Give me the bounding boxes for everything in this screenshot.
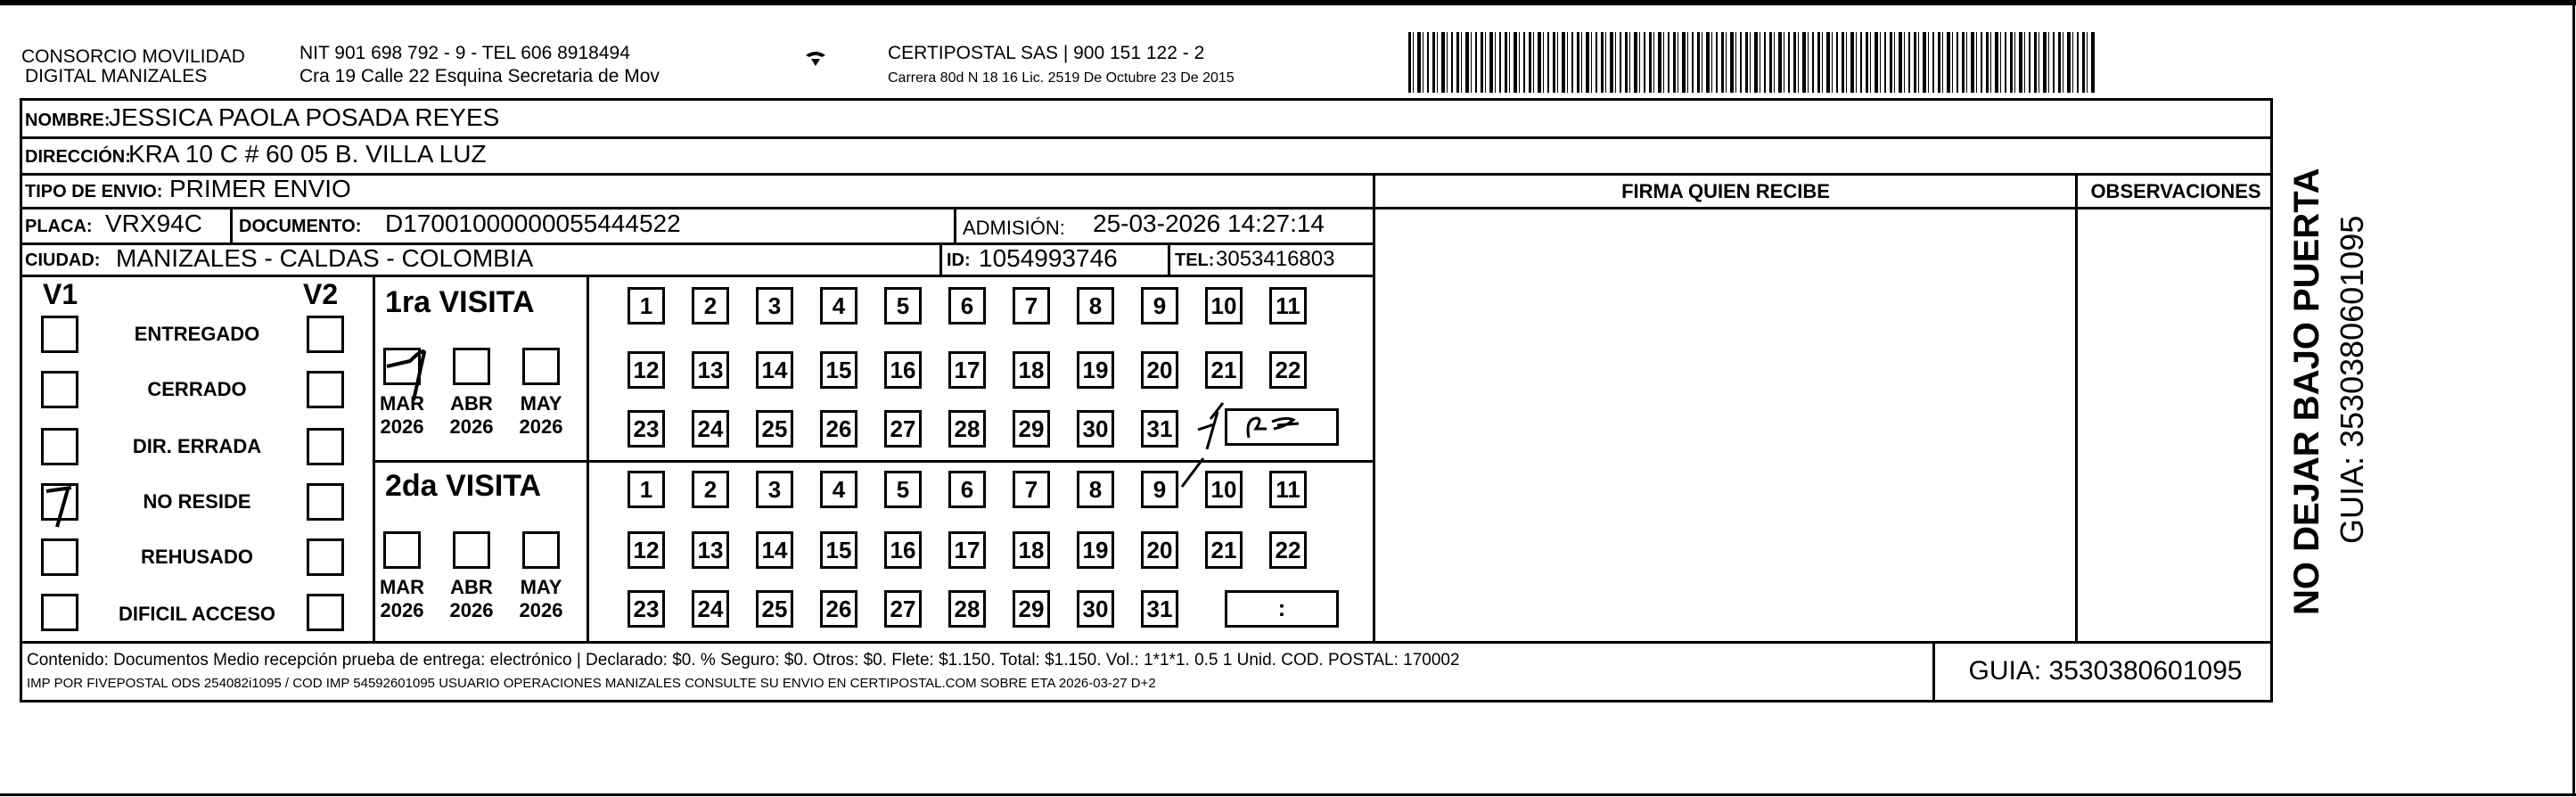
- first-visit-day-box[interactable]: 1: [628, 287, 665, 325]
- carrier-address: Carrera 80d N 18 16 Lic. 2519 De Octubre 23 De 2015: [888, 70, 1235, 86]
- status-rehusado: REHUSADO: [141, 546, 253, 568]
- company-name-line2: DIGITAL MANIZALES: [25, 66, 208, 86]
- v2-no-reside-checkbox[interactable]: [307, 483, 344, 521]
- second-visit-day-box[interactable]: 17: [948, 531, 986, 569]
- first-visit-day-box[interactable]: 30: [1077, 410, 1114, 448]
- second-visit-day-box[interactable]: 14: [756, 531, 793, 569]
- month-label: ABR: [450, 392, 493, 415]
- carrier-logo-icon: [802, 48, 829, 70]
- status-dir-errada: DIR. ERRADA: [132, 435, 262, 457]
- v2-rehusado-checkbox[interactable]: [307, 538, 344, 576]
- year-label: 2026: [449, 599, 494, 621]
- company-address: Cra 19 Calle 22 Esquina Secretaria de Mov: [299, 66, 660, 86]
- observaciones-header: OBSERVACIONES: [2090, 180, 2261, 202]
- placa-label: PLACA:: [25, 217, 93, 236]
- row-divider: [20, 275, 1373, 277]
- v2-entregado-checkbox[interactable]: [307, 316, 344, 353]
- second-visit-day-box[interactable]: 10: [1205, 471, 1243, 508]
- v1-rehusado-checkbox[interactable]: [41, 538, 78, 576]
- first-visit-day-box[interactable]: 31: [1141, 410, 1178, 448]
- first-visit-abr-checkbox[interactable]: [453, 348, 490, 385]
- second-visit-day-box[interactable]: 6: [948, 471, 986, 508]
- second-visit-day-box[interactable]: 19: [1077, 531, 1114, 569]
- second-visit-day-box[interactable]: 7: [1013, 471, 1050, 508]
- first-visit-day-box[interactable]: 19: [1077, 351, 1114, 389]
- tel-value: 3053416803: [1216, 247, 1335, 271]
- nombre-label: NOMBRE:: [25, 111, 111, 130]
- id-label: ID:: [947, 251, 971, 270]
- second-visit-day-box[interactable]: 18: [1013, 531, 1050, 569]
- first-visit-day-box[interactable]: 2: [692, 287, 729, 325]
- v1-entregado-checkbox[interactable]: [41, 316, 78, 353]
- second-visit-day-box[interactable]: 26: [820, 590, 857, 628]
- first-visit-day-box[interactable]: 22: [1269, 351, 1307, 389]
- handwritten-time-icon: [1236, 411, 1334, 443]
- second-visit-day-box[interactable]: 23: [628, 590, 665, 628]
- col-divider: [939, 242, 942, 275]
- year-label: 2026: [449, 415, 494, 438]
- right-border: [2572, 5, 2575, 796]
- second-visit-day-box[interactable]: 8: [1077, 471, 1114, 508]
- col-divider: [230, 207, 233, 242]
- nit-line: NIT 901 698 792 - 9 - TEL 606 8918494: [299, 43, 630, 63]
- month-label: MAY: [520, 392, 562, 415]
- contenido-line: Contenido: Documentos Medio recepción prueba de entrega: electrónico | Declarado: $0. % Seguro: $0. Otros: $0. Flete: $1.150. Total: $1.150. Vol.: 1*1*1. 0.5 1 Unid. COD. POSTAL: 170002: [27, 651, 1460, 670]
- top-border: [0, 0, 2576, 5]
- first-visit-day-box[interactable]: 23: [628, 410, 665, 448]
- month-label: MAY: [520, 576, 562, 598]
- admision-label: ADMISIÓN:: [963, 217, 1065, 239]
- first-visit-day-box[interactable]: 8: [1077, 287, 1114, 325]
- first-visit-day-box[interactable]: 20: [1141, 351, 1178, 389]
- documento-value: D17001000000055444522: [385, 210, 681, 237]
- first-visit-day-box[interactable]: 21: [1205, 351, 1243, 389]
- row-divider: [20, 136, 2273, 139]
- v2-label: V2: [303, 278, 339, 310]
- admision-value: 25-03-2026 14:27:14: [1093, 210, 1325, 237]
- month-label: MAR: [379, 392, 425, 415]
- first-visit-may-checkbox[interactable]: [522, 348, 560, 385]
- placa-value: VRX94C: [105, 210, 202, 237]
- col-divider: [1373, 173, 1375, 641]
- v2-cerrado-checkbox[interactable]: [307, 371, 344, 408]
- month-label: MAR: [379, 576, 425, 598]
- first-visit-day-box[interactable]: 4: [820, 287, 857, 325]
- first-visit-day-box[interactable]: 7: [1013, 287, 1050, 325]
- v1-dificil-acceso-checkbox[interactable]: [41, 594, 78, 631]
- v2-dir-errada-checkbox[interactable]: [307, 428, 344, 465]
- documento-label: DOCUMENTO:: [239, 217, 362, 236]
- guia-box: GUIA: 3530380601095: [1968, 656, 2243, 686]
- handwritten-check-icon: [41, 479, 78, 532]
- v1-no-reside-checkbox[interactable]: [41, 483, 78, 521]
- side-guia: GUIA: 3530380601095: [2334, 215, 2370, 544]
- tel-label: TEL:: [1175, 251, 1215, 270]
- second-visit-day-box[interactable]: 9: [1141, 471, 1178, 508]
- second-visit-abr-checkbox[interactable]: [453, 531, 490, 569]
- nombre-value: JESSICA PAOLA POSADA REYES: [109, 103, 500, 131]
- ciudad-label: CIUDAD:: [25, 251, 101, 270]
- first-visit-day-box[interactable]: 28: [948, 410, 986, 448]
- first-visit-day-box[interactable]: 15: [820, 351, 857, 389]
- second-visit-day-box[interactable]: 3: [756, 471, 793, 508]
- first-visit-day-box[interactable]: 5: [884, 287, 922, 325]
- first-visit-day-box[interactable]: 12: [628, 351, 665, 389]
- second-visit-day-box[interactable]: 4: [820, 471, 857, 508]
- first-visit-day-box[interactable]: 27: [884, 410, 922, 448]
- second-visit-day-box[interactable]: 2: [692, 471, 729, 508]
- year-label: 2026: [380, 599, 424, 621]
- second-visit-day-box[interactable]: 24: [692, 590, 729, 628]
- bottom-border: [0, 793, 2576, 796]
- tipo-envio-value: PRIMER ENVIO: [169, 175, 351, 202]
- second-visit-mar-checkbox[interactable]: [383, 531, 421, 569]
- year-label: 2026: [519, 599, 563, 621]
- row-divider: [20, 173, 2273, 176]
- barcode: [1408, 32, 2095, 93]
- second-visit-day-box[interactable]: 20: [1141, 531, 1178, 569]
- column-header-divider: [1373, 207, 2273, 210]
- second-visit-day-box[interactable]: 13: [692, 531, 729, 569]
- second-visit-title: 2da VISITA: [385, 469, 542, 503]
- second-visit-may-checkbox[interactable]: [522, 531, 560, 569]
- first-visit-day-box[interactable]: 17: [948, 351, 986, 389]
- first-visit-mar-checkbox[interactable]: [383, 348, 421, 385]
- tipo-envio-label: TIPO DE ENVIO:: [25, 182, 163, 201]
- ciudad-value: MANIZALES - CALDAS - COLOMBIA: [116, 244, 534, 272]
- carrier-name: CERTIPOSTAL SAS | 900 151 122 - 2: [888, 43, 1205, 63]
- first-visit-title: 1ra VISITA: [385, 285, 535, 319]
- second-visit-day-box[interactable]: 11: [1269, 471, 1307, 508]
- col-divider: [2075, 173, 2078, 641]
- status-no-reside: NO RESIDE: [143, 490, 251, 513]
- handwritten-stroke-icon: [1177, 455, 1212, 490]
- second-visit-day-box[interactable]: 5: [884, 471, 922, 508]
- second-visit-day-box[interactable]: 25: [756, 590, 793, 628]
- second-visit-day-box[interactable]: 22: [1269, 531, 1307, 569]
- second-visit-day-box[interactable]: 1: [628, 471, 665, 508]
- second-visit-day-box[interactable]: 21: [1205, 531, 1243, 569]
- v2-dificil-acceso-checkbox[interactable]: [307, 594, 344, 631]
- v1-dir-errada-checkbox[interactable]: [41, 428, 78, 465]
- first-visit-day-box[interactable]: 9: [1141, 287, 1178, 325]
- first-visit-day-box[interactable]: 14: [756, 351, 793, 389]
- year-label: 2026: [380, 415, 424, 438]
- second-visit-day-box[interactable]: 30: [1077, 590, 1114, 628]
- second-visit-day-box[interactable]: 16: [884, 531, 922, 569]
- visit-divider: [373, 460, 1373, 463]
- second-visit-day-box[interactable]: 27: [884, 590, 922, 628]
- company-name-line1: CONSORCIO MOVILIDAD: [21, 46, 245, 67]
- v1-cerrado-checkbox[interactable]: [41, 371, 78, 408]
- second-visit-day-box[interactable]: 15: [820, 531, 857, 569]
- id-value: 1054993746: [979, 244, 1118, 272]
- col-divider: [1168, 242, 1170, 275]
- first-visit-day-box[interactable]: 18: [1013, 351, 1050, 389]
- first-visit-day-box[interactable]: 3: [756, 287, 793, 325]
- direccion-label: DIRECCIÓN:: [25, 147, 131, 167]
- second-visit-time-field[interactable]: :: [1225, 590, 1339, 628]
- first-visit-day-box[interactable]: 25: [756, 410, 793, 448]
- month-label: ABR: [450, 576, 493, 598]
- firma-header: FIRMA QUIEN RECIBE: [1621, 180, 1830, 202]
- first-visit-day-box[interactable]: 29: [1013, 410, 1050, 448]
- first-visit-day-box[interactable]: 26: [820, 410, 857, 448]
- status-cerrado: CERRADO: [147, 378, 247, 400]
- status-dificil-acceso: DIFICIL ACCESO: [118, 603, 275, 625]
- status-entregado: ENTREGADO: [134, 323, 260, 345]
- first-visit-day-box[interactable]: 24: [692, 410, 729, 448]
- no-dejar-warning: NO DEJAR BAJO PUERTA: [2287, 168, 2326, 615]
- second-visit-day-box[interactable]: 28: [948, 590, 986, 628]
- year-label: 2026: [519, 415, 563, 438]
- first-visit-day-box[interactable]: 11: [1269, 287, 1307, 325]
- first-visit-day-box[interactable]: 16: [884, 351, 922, 389]
- imp-line: IMP POR FIVEPOSTAL ODS 254082i1095 / COD IMP 54592601095 USUARIO OPERACIONES MANIZALES CONSULTE SU ENVIO EN CERTIPOSTAL.COM SOBRE ETA 2026-03-27 D+2: [27, 676, 1156, 691]
- direccion-value: KRA 10 C # 60 05 B. VILLA LUZ: [128, 140, 487, 168]
- col-divider: [587, 275, 589, 641]
- v1-label: V1: [43, 278, 78, 310]
- first-visit-day-box[interactable]: 6: [948, 287, 986, 325]
- first-visit-day-box[interactable]: 13: [692, 351, 729, 389]
- second-visit-day-box[interactable]: 29: [1013, 590, 1050, 628]
- first-visit-time-field[interactable]: [1225, 408, 1339, 446]
- first-visit-day-box[interactable]: 10: [1205, 287, 1243, 325]
- second-visit-day-box[interactable]: 31: [1141, 590, 1178, 628]
- col-divider: [1932, 641, 1935, 703]
- col-divider: [954, 207, 956, 242]
- second-visit-day-box[interactable]: 12: [628, 531, 665, 569]
